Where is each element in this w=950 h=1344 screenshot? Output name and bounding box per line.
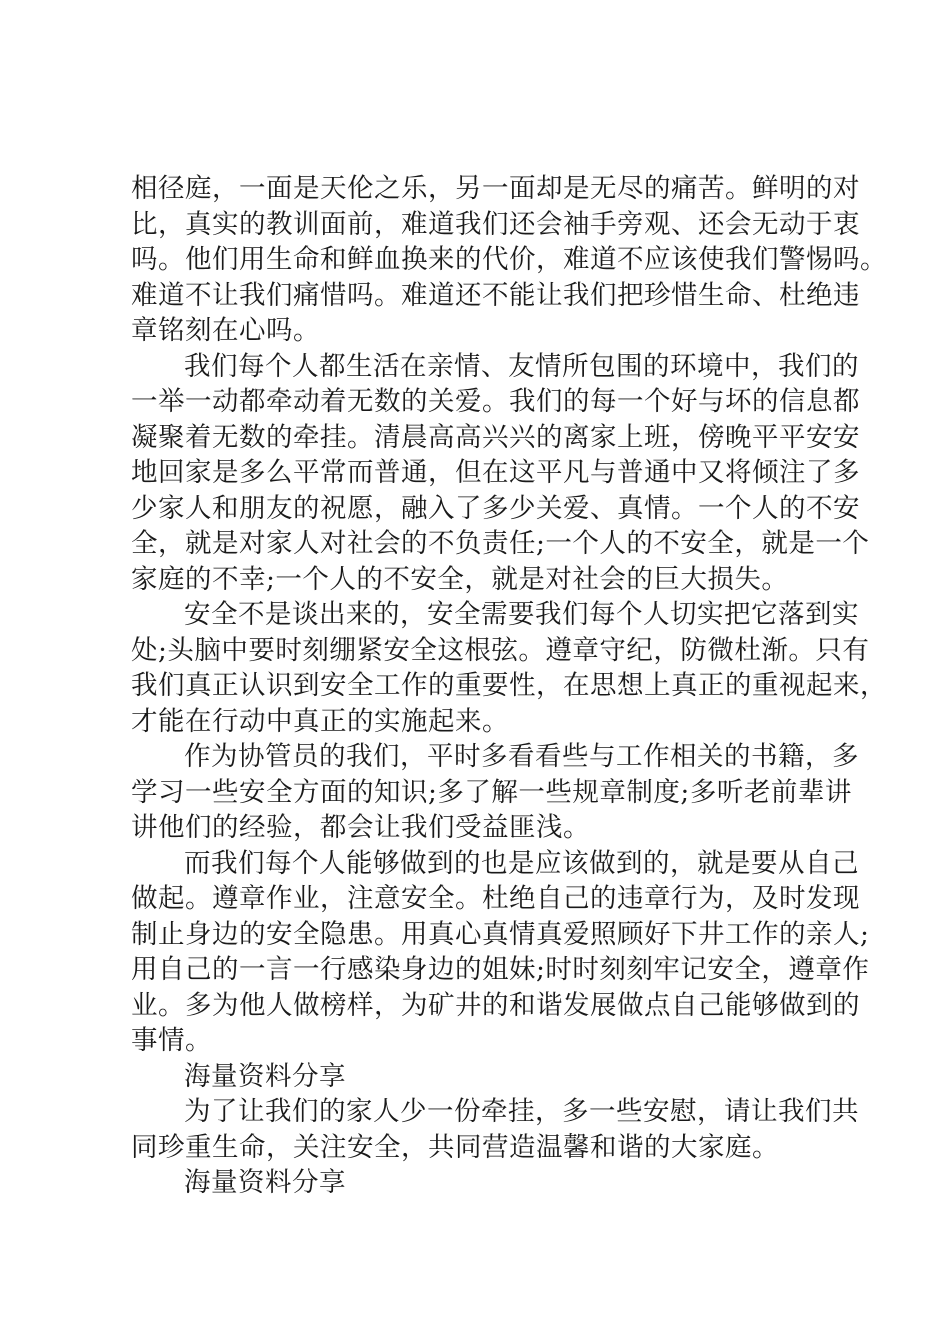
paragraph-first-line: 而我们每个人能够做到的也是应该做到的，就是要从自己 — [184, 847, 859, 879]
text-line: 比，真实的教训面前，难道我们还会袖手旁观、还会无动于衷 — [131, 208, 860, 240]
text-line: 难道不让我们痛惜吗。难道还不能让我们把珍惜生命、杜绝违 — [131, 279, 860, 311]
paragraph-first-line: 安全不是谈出来的，安全需要我们每个人切实把它落到实 — [184, 599, 859, 630]
text-line: 事情。 — [131, 1025, 212, 1056]
text-line: 处;头脑中要时刻绷紧安全这根弦。遵章守纪，防微杜渐。只有 — [131, 634, 870, 666]
text-line: 用自己的一言一行感染身边的姐妹;时时刻刻牢记安全，遵章作 — [131, 954, 870, 985]
paragraph-first-line: 作为协管员的我们，平时多看看些与工作相关的书籍，多 — [184, 741, 859, 772]
text-line: 家庭的不幸;一个人的不安全，就是对社会的巨大损失。 — [131, 563, 789, 595]
text-line: 讲他们的经验，都会让我们受益匪浅。 — [131, 812, 590, 843]
text-line: 才能在行动中真正的实施起来。 — [131, 705, 509, 737]
text-line: 制止身边的安全隐患。用真心真情真爱照顾好下井工作的亲人; — [131, 918, 870, 950]
share-note: 海量资料分享 — [184, 1060, 346, 1092]
document-body — [131, 171, 887, 1201]
paragraph-first-line: 我们每个人都生活在亲情、友情所包围的环境中，我们的 — [184, 350, 859, 382]
share-note: 海量资料分享 — [184, 1167, 346, 1198]
text-line: 地回家是多么平常而普通，但在这平凡与普通中又将倾注了多 — [131, 457, 860, 488]
text-line: 凝聚着无数的牵挂。清晨高高兴兴的离家上班，傍晚平平安安 — [131, 421, 860, 453]
text-line: 我们真正认识到安全工作的重要性，在思想上真正的重视起来， — [131, 670, 887, 701]
text-line: 学习一些安全方面的知识;多了解一些规章制度;多听老前辈讲 — [131, 776, 852, 808]
text-line: 做起。遵章作业，注意安全。杜绝自己的违章行为，及时发现 — [131, 883, 860, 914]
text-line: 同珍重生命，关注安全，共同营造温馨和谐的大家庭。 — [131, 1131, 779, 1163]
text-line: 一举一动都牵动着无数的关爱。我们的每一个好与坏的信息都 — [131, 386, 860, 417]
text-line: 相径庭，一面是天伦之乐，另一面却是无尽的痛苦。鲜明的对 — [131, 173, 860, 204]
text-line: 吗。他们用生命和鲜血换来的代价，难道不应该使我们警惕吗。 — [131, 244, 887, 275]
paragraph-first-line: 为了让我们的家人少一份牵挂，多一些安慰，请让我们共 — [184, 1096, 859, 1127]
text-line: 章铭刻在心吗。 — [131, 315, 320, 346]
text-line: 全，就是对家人对社会的不负责任;一个人的不安全，就是一个 — [131, 528, 870, 559]
text-line: 业。多为他人做榜样，为矿井的和谐发展做点自己能够做到的 — [131, 989, 860, 1021]
text-line: 少家人和朋友的祝愿，融入了多少关爱、真情。一个人的不安 — [131, 492, 860, 524]
